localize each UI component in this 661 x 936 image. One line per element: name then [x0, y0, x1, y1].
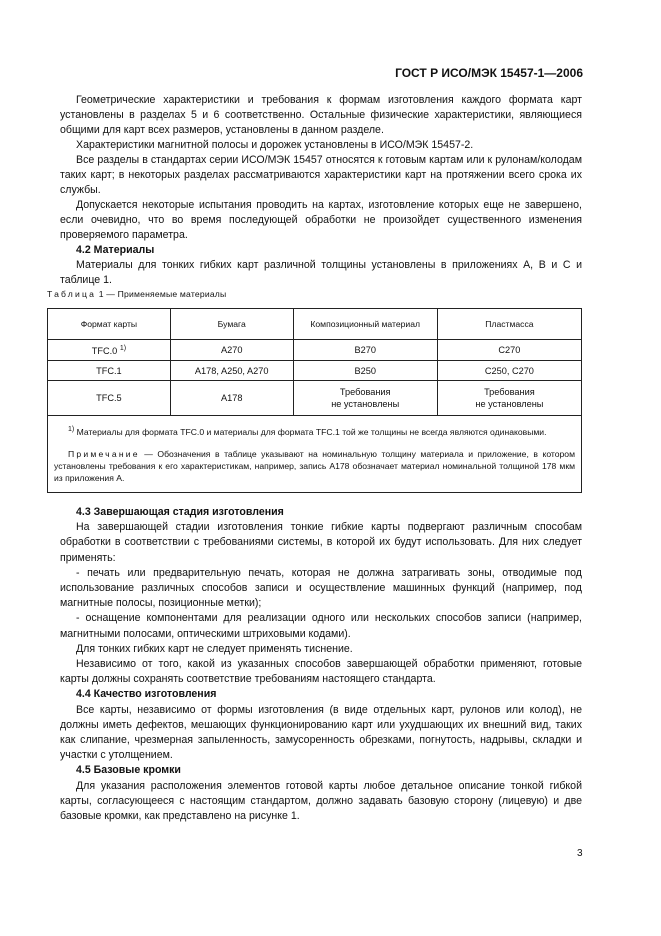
table-header-row: [48, 309, 582, 340]
page-number: 3: [577, 848, 583, 859]
table-cell: TFC.1: [48, 361, 171, 381]
cell-line: не установлены: [475, 399, 544, 410]
paragraph: Все разделы в стандартах серии ИСО/МЭК 15457 относятся к готовым картам или к рулонам/колодам таких карт; в некоторых разделах рассматриваются характеристики карт на протяжении всего срока их службы.: [60, 154, 582, 196]
table-row: [48, 340, 582, 361]
paragraph: Независимо от того, какой из указанных способов завершающей обработки применяют, готовые карты должны сохранять соответствие требованиям настоящего стандарта.: [60, 658, 582, 686]
paragraph: Для тонких гибких карт не следует применять тиснение.: [76, 642, 353, 655]
footnote-text: Материалы для формата TFC.0 и материалы для формата TFC.1 той же толщины не всегда являются одинаковыми.: [74, 426, 547, 437]
top-text: [60, 93, 582, 288]
footnote-marker: 1): [119, 345, 127, 352]
table-cell: TFC.5: [48, 381, 171, 416]
column-header: Формат карты: [48, 309, 171, 340]
table-cell: A178, A250, A270: [170, 361, 293, 381]
column-header: Композиционный материал: [293, 309, 437, 340]
column-header: Бумага: [170, 309, 293, 340]
table-footnote: [54, 424, 575, 438]
section-heading-4-2: 4.2 Материалы: [76, 244, 155, 256]
cell-line: Требования: [484, 387, 535, 398]
table-row: [48, 381, 582, 416]
table-notes: [48, 416, 582, 493]
paragraph: На завершающей стадии изготовления тонкие гибкие карты подвергают различным способам обработки в соответствии с требованиями системы, в которой их будут использовать. Для них следует применять:: [60, 521, 582, 564]
table-caption-word: Таблица: [47, 289, 97, 299]
table-cell: B250: [293, 361, 437, 381]
table-cell: C250, C270: [437, 361, 581, 381]
section-heading-4-4: 4.4 Качество изготовления: [76, 688, 217, 701]
paragraph: Характеристики магнитной полосы и дорожек установлены в ИСО/МЭК 15457-2.: [76, 139, 474, 151]
section-heading-4-5: 4.5 Базовые кромки: [76, 764, 181, 777]
table-caption-title: 1 — Применяемые материалы: [96, 289, 227, 299]
paragraph: Геометрические характеристики и требования к формам изготовления каждого формата карт установлены в разделах 5 и 6 соответственно. Остальные физические характеристики, являющиеся общими для карт всех размеров, установлены в данном разделе.: [60, 94, 582, 136]
cell-line: Требования: [339, 387, 391, 398]
table-cell: A178: [170, 381, 293, 416]
table-cell: [48, 340, 171, 361]
document-header: ГОСТ Р ИСО/МЭК 15457-1—2006: [395, 66, 583, 80]
paragraph: Для указания расположения элементов готовой карты любое детальное описание тонкой гибкой карты, согласующееся с настоящим стандартом, должно задавать базовую сторону (лицевую) и две базовые кромки, как представлено на рисунке 1.: [60, 779, 582, 823]
cell-line: не установлены: [331, 399, 400, 410]
table-cell: C270: [437, 340, 581, 361]
note-word: Примечание: [68, 448, 140, 459]
footnote-marker: 1): [68, 426, 75, 434]
table-cell: A270: [170, 340, 293, 361]
format-value: TFC.0: [91, 346, 118, 357]
materials-table: [47, 308, 582, 493]
table-cell: B270: [293, 340, 437, 361]
note-text: — Обозначения в таблице указывают на номинальную толщину материала и приложение, в котором установлены требования к его характеристикам, например, запись А178 обозначает материал номинальной толщиной 178 мкм из приложения А.: [54, 448, 575, 483]
bottom-text: [60, 505, 582, 824]
list-item: - печать или предварительную печать, которая не должна затрагивать зоны, отводимые под использование различных способов записи и осуществление машинных функций (например, под магнитные полосы, позиционные метки);: [60, 566, 582, 610]
paragraph: Все карты, независимо от формы изготовления (в виде отдельных карт, рулонов или колод), не должны иметь дефектов, мешающих функционированию карт или ухудшающих их внешний вид, таких как слипание, чрезмерная запыленность, замусоренность обрезками, погнутость, надрывы, складки и участки с утолщением.: [60, 703, 582, 762]
table-note: [54, 448, 575, 484]
section-heading-4-3: 4.3 Завершающая стадия изготовления: [76, 506, 284, 518]
table-row: [48, 361, 582, 381]
paragraph: Допускается некоторые испытания проводить на картах, изготовление которых еще не завершено, если очевидно, что во время последующей обработки не произойдет существенного изменения проверяемого параметра.: [60, 199, 582, 241]
table-cell: [293, 381, 437, 416]
column-header: Пластмасса: [437, 309, 581, 340]
list-item: - оснащение компонентами для реализации одного или нескольких способов записи (например, магнитными полосами, оптическими штриховыми кодами).: [60, 612, 582, 640]
table-notes-row: [48, 416, 582, 493]
table-caption: [47, 289, 226, 299]
paragraph: Материалы для тонких гибких карт различной толщины установлены в приложениях А, В и С и таблице 1.: [60, 259, 582, 286]
table-cell: [437, 381, 581, 416]
